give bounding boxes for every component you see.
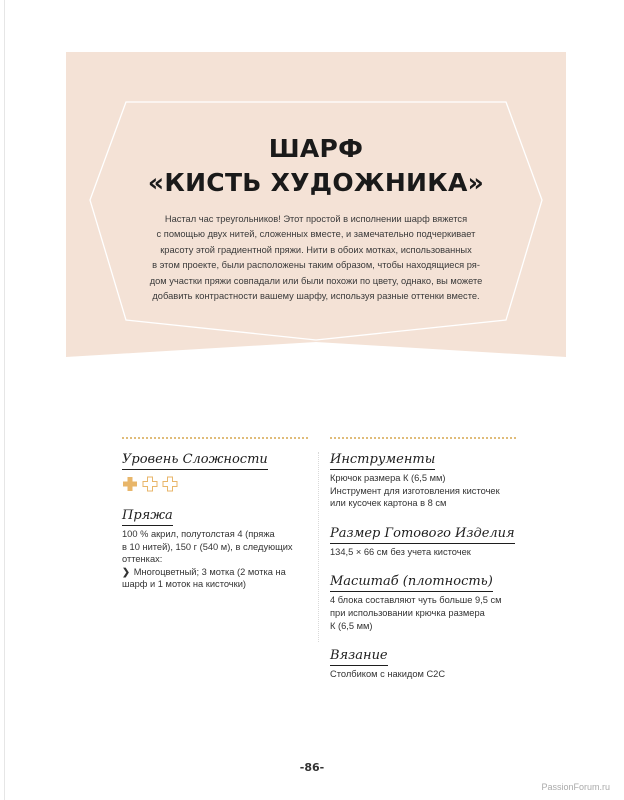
difficulty-rating [122,476,322,492]
level-section [122,450,322,492]
watermark: PassionForum.ru [541,782,610,792]
dotted-divider-left [122,437,308,439]
intro-line: дом участки пряжи совпадали или были похожи по цвету, однако, вы можете [149,275,483,286]
yarn-line: в 10 нитей), 150 г (540 м), в следующих [122,541,293,552]
cross-outline-icon [142,476,158,492]
intro-paragraph [138,212,494,304]
intro-line: в этом проекте, были расположены таким образом, чтобы находящиеся ря- [152,260,480,271]
gauge-line: К (6,5 мм) [330,620,373,631]
yarn-heading: Пряжа [122,507,173,526]
yarn-line: 100 % акрил, полутолстая 4 (пряжа [122,529,275,539]
yarn-bullet-line: Многоцветный; 3 мотка (2 мотка на [133,566,286,577]
gauge-heading: Масштаб (плотность) [330,573,493,592]
size-heading: Размер Готового Изделия [330,525,515,544]
dotted-divider-right [330,437,516,439]
yarn-line: оттенках: [122,554,163,565]
gauge-line: при использовании крючка размера [330,607,485,618]
gauge-line: 4 блока составляют чуть больше 9,5 см [330,595,502,606]
size-line: 134,5 × 66 см без учета кисточек [330,546,471,557]
hero-panel [66,52,566,363]
yarn-text [122,528,322,591]
left-column [122,450,322,605]
gauge-text [330,594,530,632]
gauge-section [330,572,530,632]
page-number: -86- [299,761,325,774]
page-title [66,132,566,200]
cross-filled-icon [122,476,138,492]
intro-line: добавить контрастности вашему шарфу, используя разные оттенки вместе. [152,291,480,302]
intro-line: с помощью двух нитей, сложенных вместе, и замечательно подчеркивает [156,229,476,240]
knitting-heading: Вязание [330,647,388,666]
title-line-1: ШАРФ [268,134,364,163]
tools-section [330,450,530,510]
knitting-text [330,668,530,681]
yarn-bullet-line: шарф и 1 моток на кисточки) [122,579,247,590]
page-edge-line [4,0,5,800]
chevron-right-icon: ❯ [122,566,130,577]
intro-line: Настал час треугольников! Этот простой в исполнении шарф вяжется [164,214,468,224]
size-text [330,546,530,559]
tools-line: Крючок размера К (6,5 мм) [330,473,446,483]
title-line-2: «КИСТЬ ХУДОЖНИКА» [147,168,485,197]
tools-line: или кусочек картона в 8 см [330,498,447,509]
right-column [330,450,530,695]
knitting-line: Столбиком с накидом С2С [330,669,446,680]
tools-heading: Инструменты [330,451,435,470]
size-section [330,524,530,559]
cross-outline-icon [162,476,178,492]
knitting-section [330,646,530,681]
level-heading: Уровень Сложности [122,451,268,470]
tools-text [330,472,530,510]
yarn-section [122,506,322,591]
hero-bottom-notch [66,52,566,363]
intro-line: красоту этой градиентной пряжи. Нити в обоих мотках, использованных [160,244,472,255]
tools-line: Инструмент для изготовления кисточек [330,485,500,496]
